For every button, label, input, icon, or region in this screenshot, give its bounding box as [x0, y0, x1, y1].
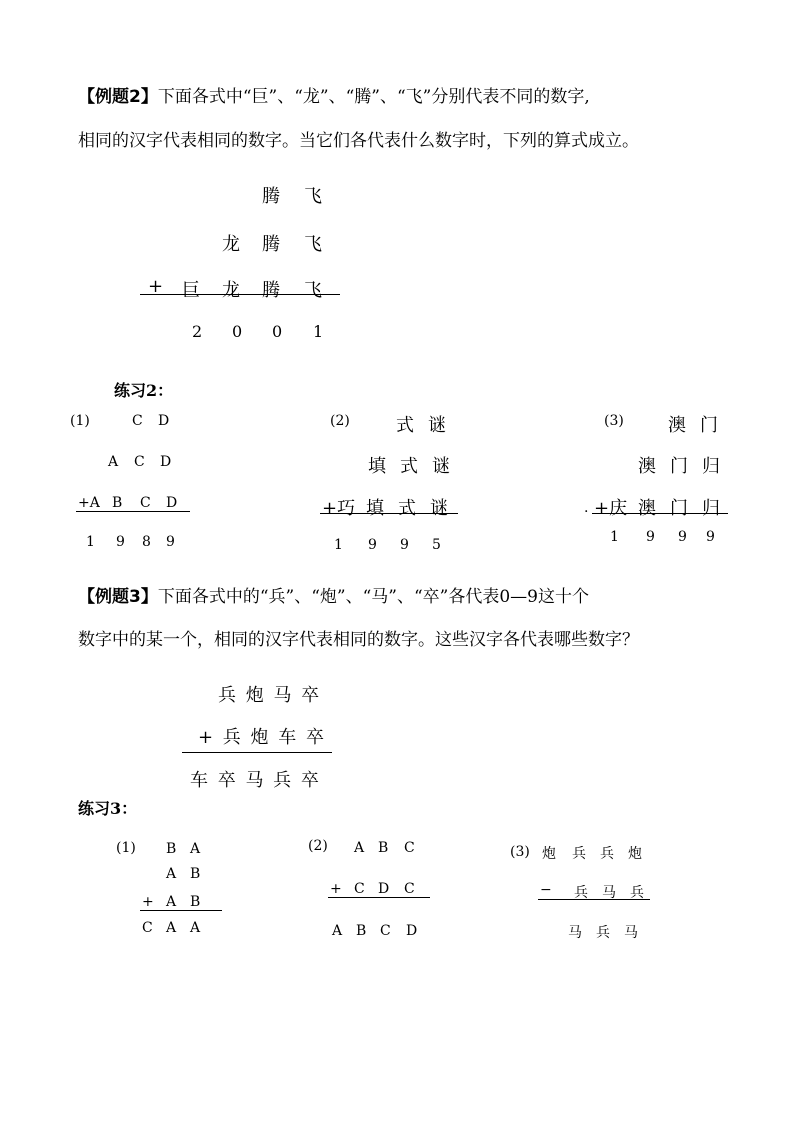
example2-text1: 下面各式中“巨”、“龙”、“腾”、“飞”分别代表不同的数字,: [157, 87, 590, 107]
result-cell: A: [332, 923, 343, 939]
puzzle-cell: C: [404, 840, 415, 856]
example2-label: 【例题2】: [78, 87, 158, 107]
result-cell: A: [190, 920, 201, 936]
puzzle-cell: 式: [400, 456, 418, 477]
puzzle-cell: 腾: [262, 234, 280, 255]
puzzle-cell: D: [160, 454, 172, 470]
result-cell: B: [356, 923, 367, 939]
puzzle-cell: 兵: [572, 846, 586, 862]
result-digit: 1: [313, 322, 324, 341]
result-digit: 9: [166, 534, 175, 550]
puzzle-cell: 谜: [430, 498, 448, 519]
puzzle-cell: 式: [396, 415, 414, 436]
example2-line1: [78, 84, 590, 110]
puzzle-cell: C: [354, 881, 365, 897]
puzzle-cell: C: [134, 454, 145, 470]
practice2-title: 练习2：: [114, 381, 174, 400]
problem-label: (2): [330, 413, 350, 429]
result-digit: 9: [646, 529, 655, 545]
sum-line: [538, 899, 650, 900]
sum-line: [140, 294, 340, 295]
puzzle-cell: B: [166, 841, 177, 857]
puzzle-cell: 兵: [630, 885, 644, 901]
puzzle-cell: B: [190, 866, 201, 882]
puzzle-row: + 兵 炮 车 卒: [198, 727, 326, 748]
result-digit: 1: [610, 529, 619, 545]
result-cell: A: [166, 920, 177, 936]
sum-line: [140, 910, 222, 911]
puzzle-cell: C: [140, 495, 151, 511]
result-digit: 5: [432, 537, 441, 553]
sum-line: [328, 897, 430, 898]
plus-sign: +: [142, 894, 154, 910]
puzzle-cell: 巨: [182, 280, 200, 301]
puzzle-cell: A: [166, 866, 177, 882]
problem-label: (1): [116, 840, 136, 856]
example3-line2: 数字中的某一个，相同的汉字代表相同的数字。这些汉字各代表哪些数字？: [78, 630, 639, 650]
minus-sign: −: [540, 882, 552, 898]
puzzle-cell: D: [158, 413, 170, 429]
example2-line2: 相同的汉字代表相同的数字。当它们各代表什么数字时，下列的算式成立。: [78, 131, 639, 151]
puzzle-cell: +A: [78, 495, 100, 511]
puzzle-cell: +巧: [322, 498, 356, 519]
puzzle-cell: B: [112, 495, 123, 511]
result-digit: 8: [142, 534, 151, 550]
problem-label: (1): [70, 413, 90, 429]
puzzle-cell: +庆: [594, 498, 628, 519]
puzzle-cell: 门: [670, 456, 688, 477]
puzzle-cell: 澳: [668, 415, 686, 436]
puzzle-cell: C: [404, 881, 415, 897]
problem-label: (2): [308, 838, 328, 854]
puzzle-cell: D: [166, 495, 178, 511]
problem-label: (3): [510, 844, 530, 860]
puzzle-cell: A: [354, 840, 365, 856]
sum-line: [76, 511, 190, 512]
puzzle-cell: A: [190, 841, 201, 857]
puzzle-cell: 龙: [222, 234, 240, 255]
dot-mark: .: [584, 500, 589, 516]
sum-line: [592, 513, 728, 514]
plus-sign: +: [148, 276, 164, 297]
puzzle-cell: 兵: [600, 846, 614, 862]
puzzle-cell: 谜: [432, 456, 450, 477]
puzzle-cell: 飞: [304, 234, 322, 255]
puzzle-cell: 炮: [628, 846, 642, 862]
puzzle-cell: 兵: [574, 885, 588, 901]
puzzle-cell: 归: [702, 456, 720, 477]
practice3-title: 练习3：: [78, 799, 138, 818]
plus-sign: +: [330, 881, 342, 897]
example3-line1: [78, 584, 589, 610]
result-digit: 1: [334, 537, 343, 553]
example3-text1: 下面各式中的“兵”、“炮”、“马”、“卒”各代表0—9这十个: [157, 587, 590, 607]
puzzle-cell: 谜: [428, 415, 446, 436]
puzzle-cell: B: [378, 840, 389, 856]
result-digit: 0: [272, 322, 283, 341]
puzzle-cell: 炮: [542, 846, 556, 862]
puzzle-cell: 澳: [638, 498, 656, 519]
result-digit: 9: [678, 529, 687, 545]
puzzle-cell: 腾: [262, 280, 280, 301]
puzzle-cell: 飞: [304, 186, 322, 207]
puzzle-cell: 填: [366, 498, 384, 519]
result-cell: C: [142, 920, 153, 936]
result-cell: C: [380, 923, 391, 939]
puzzle-cell: 门: [670, 498, 688, 519]
puzzle-cell: 飞: [304, 280, 322, 301]
puzzle-cell: 归: [702, 498, 720, 519]
result-row: 车 卒 马 兵 卒: [190, 770, 321, 791]
result-cell: D: [406, 923, 418, 939]
result-digit: 9: [400, 537, 409, 553]
result-digit: 9: [368, 537, 377, 553]
puzzle-cell: 马: [602, 885, 616, 901]
result-digit: 9: [116, 534, 125, 550]
puzzle-cell: 腾: [262, 186, 280, 207]
sum-line: [182, 752, 332, 753]
sum-line: [320, 513, 458, 514]
example3-label: 【例题3】: [78, 587, 158, 607]
puzzle-row: 兵 炮 马 卒: [218, 685, 322, 706]
puzzle-cell: B: [190, 894, 201, 910]
puzzle-cell: D: [378, 881, 390, 897]
result-cell: 马: [624, 925, 638, 941]
result-cell: 兵: [596, 925, 610, 941]
result-cell: 马: [568, 925, 582, 941]
puzzle-cell: C: [132, 413, 143, 429]
result-digit: 2: [192, 322, 203, 341]
puzzle-cell: 式: [398, 498, 416, 519]
puzzle-cell: A: [166, 894, 177, 910]
result-digit: 0: [232, 322, 243, 341]
puzzle-cell: 澳: [638, 456, 656, 477]
puzzle-cell: 龙: [222, 280, 240, 301]
puzzle-cell: A: [108, 454, 119, 470]
puzzle-cell: 门: [700, 415, 718, 436]
result-digit: 9: [706, 529, 715, 545]
problem-label: (3): [604, 413, 624, 429]
puzzle-cell: 填: [368, 456, 386, 477]
result-digit: 1: [86, 534, 95, 550]
